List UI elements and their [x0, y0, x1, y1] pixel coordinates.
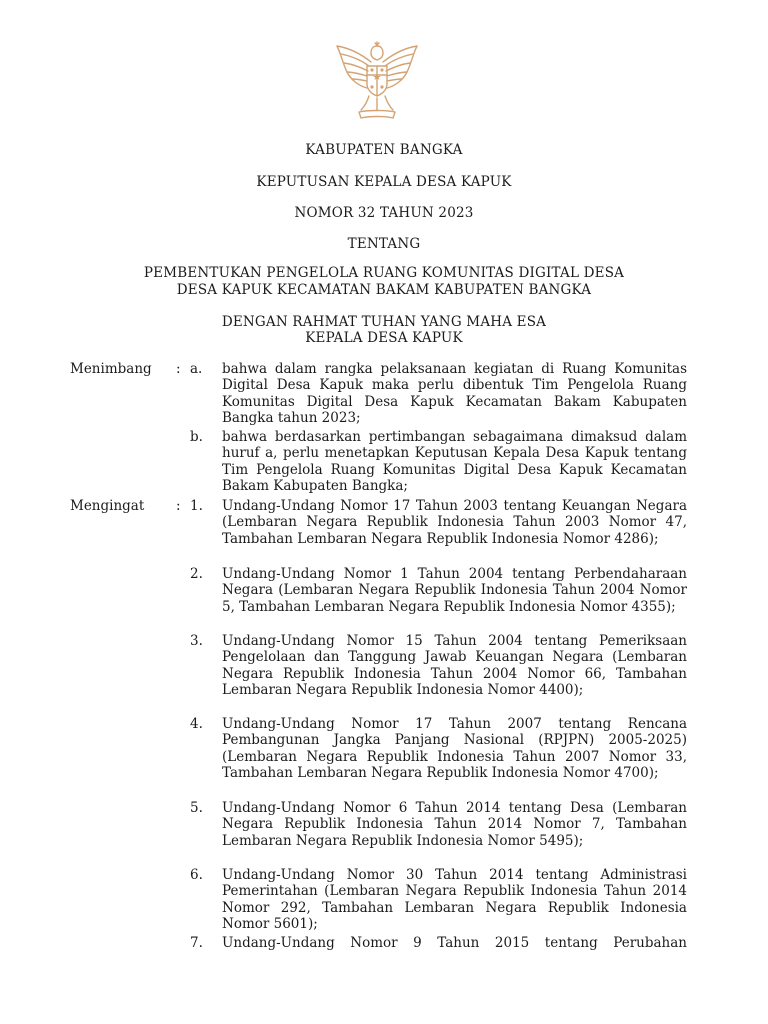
item-text: Undang-Undang Nomor 1 Tahun 2004 tentang Perbendaharaan Negara (Lembaran Negara Republik Indonesia Tahun 2004 Nomor 5, Tambahan Lembaran Negara Republik Indonesia Nomor 4355);: [222, 566, 687, 615]
item-marker: 2.: [190, 566, 203, 582]
item-marker: 5.: [190, 800, 203, 816]
about-heading: TENTANG: [347, 236, 421, 252]
garuda-pancasila-emblem-icon: [331, 40, 423, 122]
subject-line-2: DESA KAPUK KECAMATAN BAKAM KABUPATEN BANGKA: [176, 282, 592, 298]
item-marker: 6.: [190, 867, 203, 883]
item-text: bahwa berdasarkan pertimbangan sebagaimana dimaksud dalam huruf a, perlu menetapkan Keputusan Kepala Desa Kapuk tentang Tim Pengelola Ruang Komunitas Digital Desa Kapuk Kecamatan Bakam Kabupaten Bangka;: [222, 429, 687, 495]
mengingat-label: Mengingat: [70, 498, 145, 514]
subject-line-1: PEMBENTUKAN PENGELOLA RUANG KOMUNITAS DIGITAL DESA: [143, 265, 625, 281]
item-text: Undang-Undang Nomor 15 Tahun 2004 tentang Pemeriksaan Pengelolaan dan Tanggung Jawab Keuangan Negara (Lembaran Negara Republik Indonesia Tahun 2004 Nomor 66, Tambahan Lembaran Negara Republik Indonesia Nomor 4400);: [222, 633, 687, 699]
regency-title: KABUPATEN BANGKA: [305, 142, 463, 158]
menimbang-label: Menimbang: [70, 361, 152, 377]
item-text: Undang-Undang Nomor 6 Tahun 2014 tentang Desa (Lembaran Negara Republik Indonesia Tahun 2014 Nomor 7, Tambahan Lembaran Negara Republik Indonesia Nomor 5495);: [222, 800, 687, 849]
menimbang-colon: :: [176, 361, 181, 377]
decree-number: NOMOR 32 TAHUN 2023: [294, 205, 474, 221]
item-marker: b.: [190, 429, 203, 445]
item-text: Undang-Undang Nomor 30 Tahun 2014 tentang Administrasi Pemerintahan (Lembaran Negara Republik Indonesia Tahun 2014 Nomor 292, Tambahan Lembaran Negara Republik Indonesia Nomor 5601);: [222, 867, 687, 933]
official-title: KEPALA DESA KAPUK: [305, 330, 463, 346]
grace-line: DENGAN RAHMAT TUHAN YANG MAHA ESA: [221, 314, 547, 330]
decree-title: KEPUTUSAN KEPALA DESA KAPUK: [256, 174, 512, 190]
item-marker: a.: [190, 361, 203, 377]
item-text: Undang-Undang Nomor 9 Tahun 2015 tentang Perubahan: [222, 935, 687, 951]
item-marker: 1.: [190, 498, 203, 514]
item-text: Undang-Undang Nomor 17 Tahun 2007 tentang Rencana Pembangunan Jangka Panjang Nasional (RPJPN) 2005-2025) (Lembaran Negara Republik Indonesia Tahun 2007 Nomor 33, Tambahan Lembaran Negara Republik Indonesia Nomor 4700);: [222, 716, 687, 782]
item-text: bahwa dalam rangka pelaksanaan kegiatan di Ruang Komunitas Digital Desa Kapuk maka perlu dibentuk Tim Pengelola Ruang Komunitas Digital Desa Kapuk Kecamatan Bakam Kabupaten Bangka tahun 2023;: [222, 361, 687, 427]
item-marker: 7.: [190, 935, 203, 951]
item-text: Undang-Undang Nomor 17 Tahun 2003 tentang Keuangan Negara (Lembaran Negara Republik Indonesia Tahun 2003 Nomor 47, Tambahan Lembaran Negara Republik Indonesia Nomor 4286);: [222, 498, 687, 547]
item-marker: 4.: [190, 716, 203, 732]
mengingat-colon: :: [176, 498, 181, 514]
item-marker: 3.: [190, 633, 203, 649]
